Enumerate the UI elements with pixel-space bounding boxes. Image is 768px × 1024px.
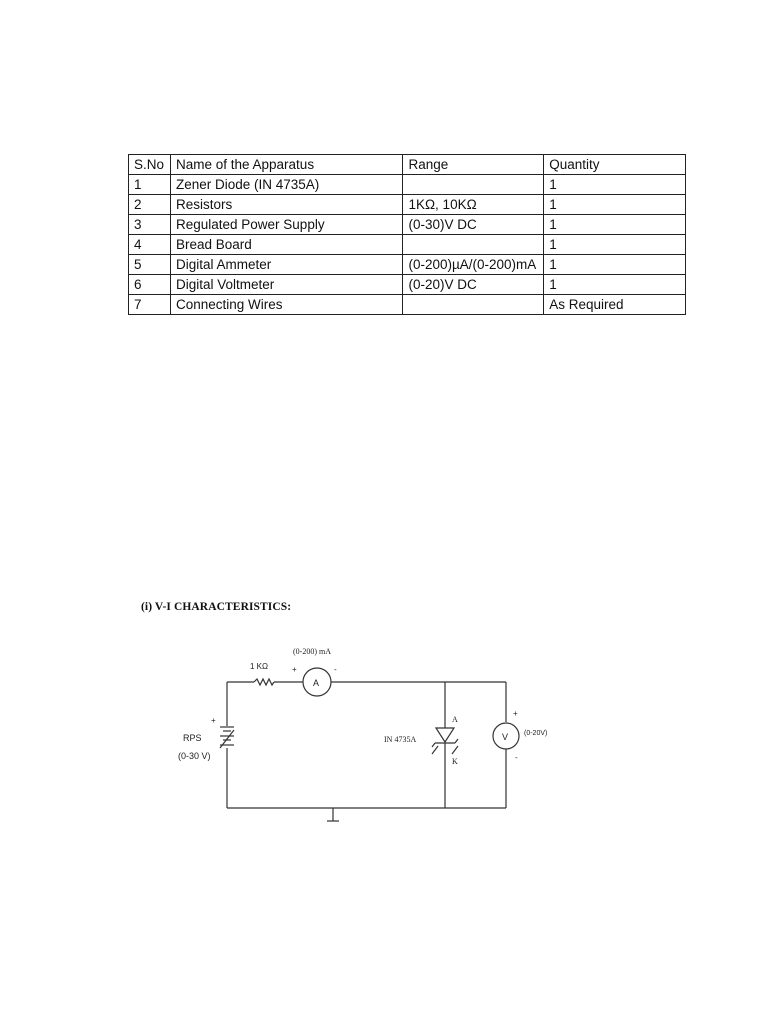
cell-sno: 6 bbox=[129, 275, 171, 295]
cell-range: (0-200)µA/(0-200)mA bbox=[403, 255, 544, 275]
cell-quantity: 1 bbox=[544, 195, 686, 215]
table-row bbox=[129, 235, 686, 255]
source-label: RPS bbox=[183, 733, 202, 743]
voltmeter-letter: V bbox=[502, 732, 509, 742]
cell-name: Digital Ammeter bbox=[170, 255, 402, 275]
source-plus: + bbox=[211, 716, 216, 725]
cell-name: Bread Board bbox=[170, 235, 402, 255]
table-row bbox=[129, 275, 686, 295]
cell-quantity: 1 bbox=[544, 215, 686, 235]
header-sno: S.No bbox=[129, 155, 171, 175]
source-range: (0-30 V) bbox=[178, 751, 211, 761]
cell-sno: 4 bbox=[129, 235, 171, 255]
cathode-label: K bbox=[452, 757, 458, 766]
diode-label: IN 4735A bbox=[384, 735, 417, 744]
cell-name: Zener Diode (IN 4735A) bbox=[170, 175, 402, 195]
cell-name: Digital Voltmeter bbox=[170, 275, 402, 295]
vi-circuit-diagram bbox=[140, 630, 560, 830]
cell-range bbox=[403, 235, 544, 255]
table-row bbox=[129, 215, 686, 235]
cell-name: Resistors bbox=[170, 195, 402, 215]
cell-quantity: 1 bbox=[544, 255, 686, 275]
table-row bbox=[129, 255, 686, 275]
table-row bbox=[129, 295, 686, 315]
cell-sno: 3 bbox=[129, 215, 171, 235]
header-name: Name of the Apparatus bbox=[170, 155, 402, 175]
cell-quantity: As Required bbox=[544, 295, 686, 315]
cell-sno: 7 bbox=[129, 295, 171, 315]
header-range: Range bbox=[403, 155, 544, 175]
table-row bbox=[129, 195, 686, 215]
table-row bbox=[129, 175, 686, 195]
cell-sno: 1 bbox=[129, 175, 171, 195]
table-header-row bbox=[129, 155, 686, 175]
cell-range: 1KΩ, 10KΩ bbox=[403, 195, 544, 215]
cell-quantity: 1 bbox=[544, 275, 686, 295]
anode-label: A bbox=[452, 715, 458, 724]
cell-sno: 2 bbox=[129, 195, 171, 215]
ammeter-letter: A bbox=[313, 678, 320, 688]
resistor-label: 1 KΩ bbox=[250, 662, 268, 671]
cell-sno: 5 bbox=[129, 255, 171, 275]
header-quantity: Quantity bbox=[544, 155, 686, 175]
variable-supply-symbol bbox=[220, 727, 234, 748]
voltmeter-range: (0-20V) bbox=[524, 730, 548, 737]
cell-range bbox=[403, 295, 544, 315]
circuit-title: (i) V-I CHARACTERISTICS: bbox=[141, 601, 292, 613]
cell-range: (0-30)V DC bbox=[403, 215, 544, 235]
voltmeter-minus: - bbox=[515, 753, 518, 762]
cell-name: Regulated Power Supply bbox=[170, 215, 402, 235]
apparatus-table bbox=[128, 154, 686, 315]
ammeter-plus: + bbox=[292, 665, 297, 674]
cell-range bbox=[403, 175, 544, 195]
cell-quantity: 1 bbox=[544, 235, 686, 255]
ammeter-minus: - bbox=[334, 665, 337, 674]
ammeter-range-label: (0-200) mA bbox=[293, 647, 331, 656]
cell-range: (0-20)V DC bbox=[403, 275, 544, 295]
cell-quantity: 1 bbox=[544, 175, 686, 195]
resistor-symbol bbox=[254, 679, 274, 685]
voltmeter-plus: + bbox=[513, 709, 518, 718]
cell-name: Connecting Wires bbox=[170, 295, 402, 315]
